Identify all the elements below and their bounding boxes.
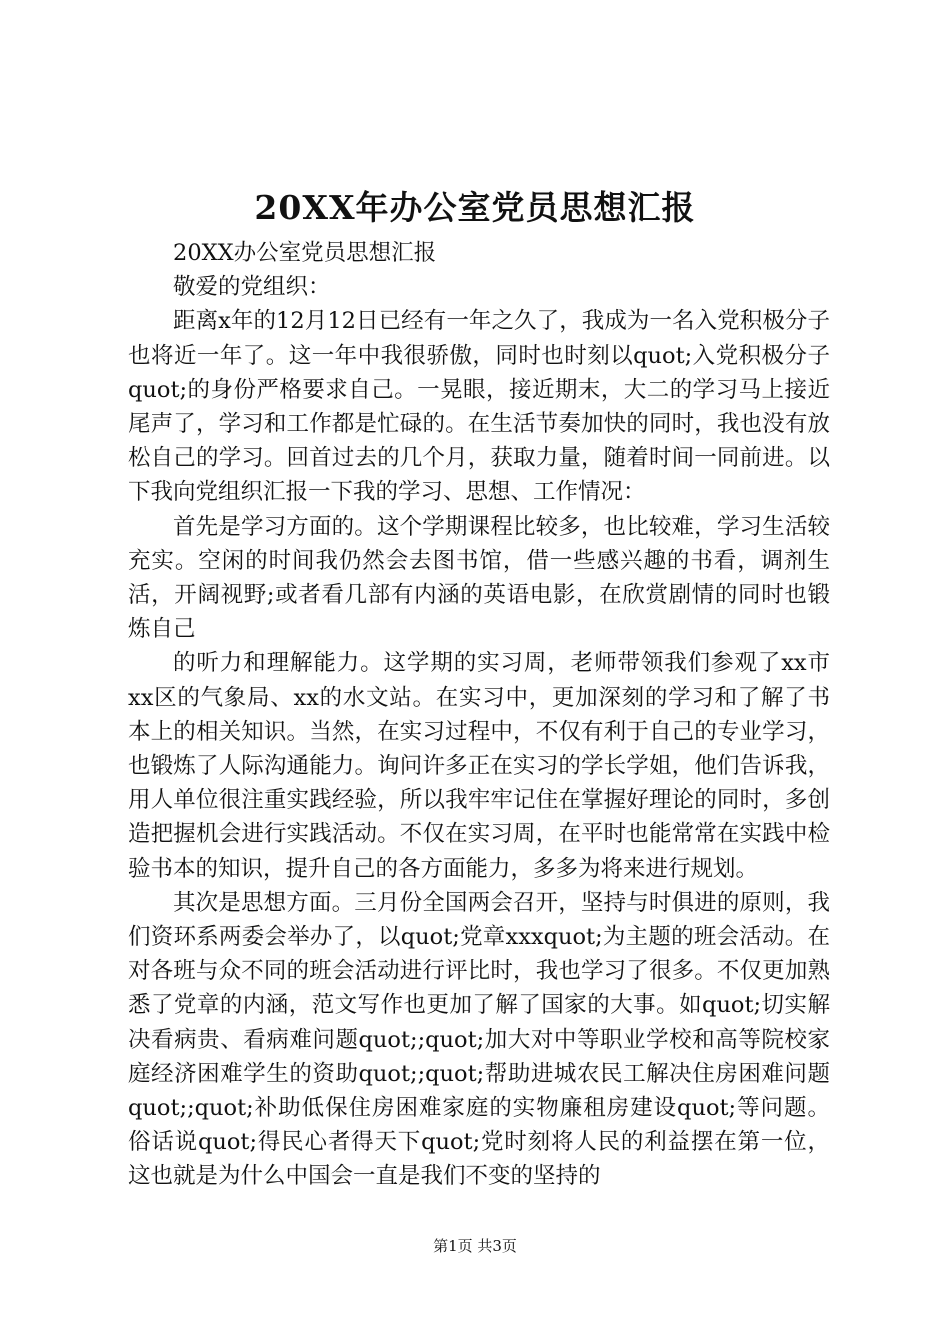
subtitle-line: 20XX办公室党员思想汇报 xyxy=(173,240,437,266)
document-body xyxy=(128,236,830,1194)
paragraph-4: 其次是思想方面。三月份全国两会召开，坚持与时俱进的原则，我们资环系两委会举办了，以quot;党章xxxquot;为主题的班会活动。在对各班与众不同的班会活动进行评比时，我也学习了很多。不仅更加熟悉了党章的内涵，范文写作也更加了解了国家的大事。如quot;切实解决看病贵、看病难问题quot;;quot;加大对中等职业学校和高等院校家庭经济困难学生的资助quot;;quot;帮助进城农民工解决住房困难问题quot;;quot;补助低保住房困难家庭的实物廉租房建设quot;等问题。俗话说quot;得民心者得天下quot;党时刻将人民的利益摆在第一位，这也就是为什么中国会一直是我们不变的坚持的 xyxy=(128,889,830,1190)
page-footer: 第1页 共3页 xyxy=(433,1237,517,1255)
document-title: 20XX年办公室党员思想汇报 xyxy=(254,188,696,227)
paragraph-2: 首先是学习方面的。这个学期课程比较多，也比较难，学习生活较充实。空闲的时间我仍然会去图书馆，借一些感兴趣的书看，调剂生活，开阔视野;或者看几部有内涵的英语电影，在欣赏剧情的同时也锻炼自己 xyxy=(128,513,830,643)
paragraph-3: 的听力和理解能力。这学期的实习周，老师带领我们参观了xx市xx区的气象局、xx的水文站。在实习中，更加深刻的学习和了解了书本上的相关知识。当然，在实习过程中，不仅有利于自己的专业学习，也锻炼了人际沟通能力。询问许多正在实习的学长学姐，他们告诉我，用人单位很注重实践经验，所以我牢牢记住在掌握好理论的同时，多创造把握机会进行实践活动。不仅在实习周，在平时也能常常在实践中检验书本的知识，提升自己的各方面能力，多多为将来进行规划。 xyxy=(128,650,830,882)
paragraph-1: 距离x年的12月12日已经有一年之久了，我成为一名入党积极分子也将近一年了。这一年中我很骄傲，同时也时刻以quot;入党积极分子quot;的身份严格要求自己。一晃眼，接近期末，大二的学习马上接近尾声了，学习和工作都是忙碌的。在生活节奏加快的同时，我也没有放松自己的学习。回首过去的几个月，获取力量，随着时间一同前进。以下我向党组织汇报一下我的学习、思想、工作情况： xyxy=(128,308,830,506)
salutation-line: 敬爱的党组织： xyxy=(173,274,331,301)
